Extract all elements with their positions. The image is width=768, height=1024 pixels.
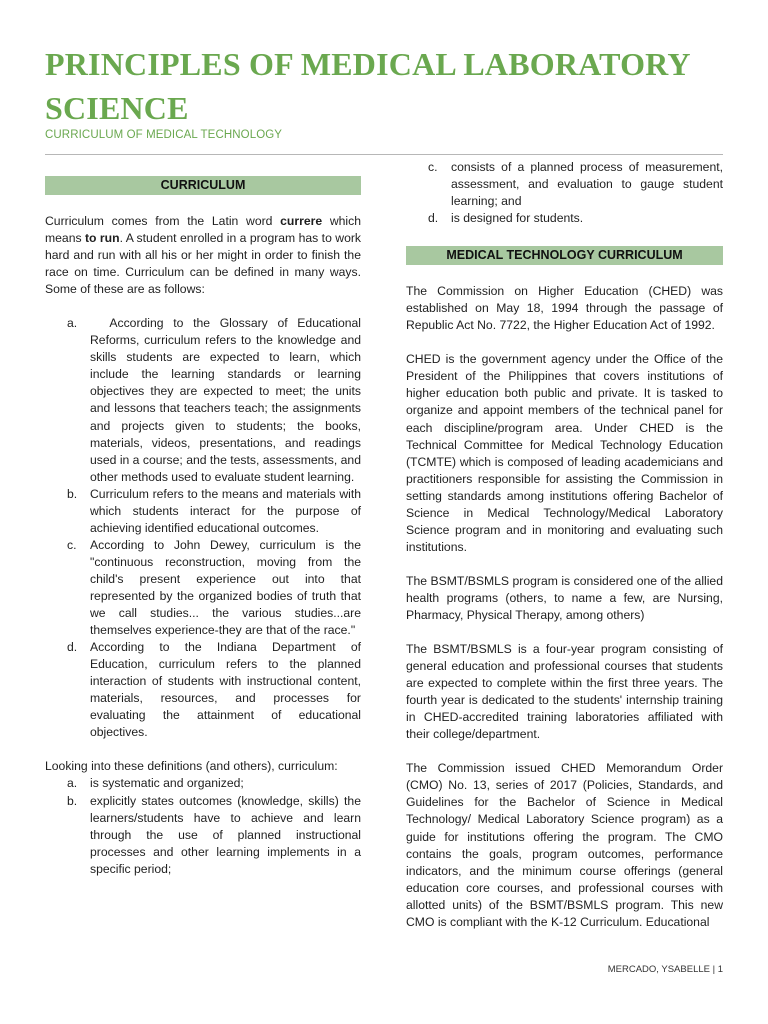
- definitions-list: [45, 315, 365, 741]
- intro-text-1: Curriculum comes from the Latin word: [45, 214, 281, 228]
- ched-role-paragraph: CHED is the government agency under the Office of the President of the Philippines that covers institutions of higher education both public and private. It is tasked to organize and appoint members of the technical panel for each discipline/program area. Under CHED is the Technical Committee for Medical Technology Education (TCMTE) which is composed of leading academicians and practitioners responsible for assisting the Commission in setting standards among institutions offering Bachelor of Science in Medical Technology/Medical Laboratory Science program and in monitoring and evaluating such institutions.: [406, 352, 723, 554]
- ched-establishment-paragraph: The Commission on Higher Education (CHED) was established on May 18, 1994 through the passage of Republic Act No. 7722, the Higher Education Act of 1992.: [406, 284, 723, 333]
- list-item: [45, 486, 361, 537]
- looking-into-text: Looking into these definitions (and others), curriculum:: [45, 759, 338, 774]
- intro-text-3: . A student enrolled in a program has to work hard and run with all his or her might in order to finish the race on time. Curriculum can be defined in many ways. Some of these are as follows:: [45, 231, 361, 297]
- list-item: [45, 537, 361, 639]
- program-structure-paragraph: The BSMT/BSMLS is a four-year program consisting of general education and professional courses that students are expected to complete within the first three years. The fourth year is dedicated to the students' internship training in CHED-accredited training laboratories affiliated with their college/department.: [406, 642, 723, 742]
- header-divider: [45, 154, 723, 155]
- intro-bold-to-run: to run: [85, 231, 120, 246]
- list-text: is designed for students.: [451, 211, 584, 226]
- list-marker: c.: [67, 537, 77, 552]
- list-item: [45, 315, 365, 485]
- intro-bold-currere: currere: [280, 214, 323, 228]
- list-item: [45, 793, 361, 878]
- intro-paragraph: [45, 213, 361, 298]
- list-marker: a.: [67, 316, 78, 331]
- cmo-paragraph: The Commission issued CHED Memorandum Order (CMO) No. 13, series of 2017 (Policies, Standards, and Guidelines for the Bachelor of Science in Medical Technology/ Medical Laboratory Science program) as a guide for institutions offering the program. The CMO contains the goals, program outcomes, performance indicators, and the minimum course offerings (general education core courses, and professional courses with allotted units) of the BSMT/BSMLS program. This new CMO is compliant with the K-12 Curriculum. Educational: [406, 761, 723, 929]
- traits-list: [45, 775, 361, 877]
- list-item: [406, 159, 723, 210]
- list-text: Curriculum refers to the means and materials with which students interact for the purpose of achieving identified educational outcomes.: [90, 486, 361, 535]
- page-title: PRINCIPLES OF MEDICAL LABORATORY SCIENCE: [45, 46, 690, 126]
- right-column: [406, 159, 723, 931]
- section-heading-medtech-curriculum: MEDICAL TECHNOLOGY CURRICULUM: [406, 246, 723, 265]
- left-column: [45, 176, 365, 878]
- allied-health-paragraph: The BSMT/BSMLS program is considered one of the allied health programs (others, to name a few, are Nursing, Pharmacy, Physical Therapy, among others): [406, 573, 723, 622]
- page-subtitle: CURRICULUM OF MEDICAL TECHNOLOGY: [45, 129, 283, 141]
- list-marker: d.: [428, 211, 439, 226]
- section-heading-curriculum: CURRICULUM: [45, 176, 361, 195]
- page-footer: MERCADO, YSABELLE | 1: [607, 964, 723, 975]
- list-text: According to the Glossary of Educational Reforms, curriculum refers to the knowledge and skills students are expected to learn, which include the learning standards or learning objectives they are expected to meet; the units and lessons that teachers teach; the assignments and projects given to students; the books, materials, videos, presentations, and readings used in a course; and the tests, assessments, and other methods used to evaluate student learning.: [90, 316, 365, 484]
- list-text: consists of a planned process of measurement, assessment, and evaluation to gauge student learning; and: [451, 160, 723, 209]
- list-marker: b.: [67, 486, 78, 501]
- list-item: [45, 639, 361, 741]
- list-marker: a.: [67, 776, 78, 791]
- list-item: [45, 775, 361, 792]
- list-marker: d.: [67, 640, 78, 655]
- list-marker: c.: [428, 160, 438, 174]
- list-marker: b.: [67, 793, 78, 808]
- list-item: [406, 210, 723, 227]
- list-text: is systematic and organized;: [90, 776, 244, 791]
- list-text: explicitly states outcomes (knowledge, skills) the learners/students have to achieve and learn through the use of planned instructional processes and other learning implements in a specific period;: [90, 793, 361, 876]
- traits-list-continued: [406, 159, 723, 227]
- intro-text-2: which means: [45, 214, 361, 246]
- list-text: According to the Indiana Department of Education, curriculum refers to the planned interaction of students with instructional content, materials, resources, and processes for evaluating the attainment of educational objectives.: [90, 640, 361, 740]
- list-text: According to John Dewey, curriculum is the "continuous reconstruction, moving from the child's present experience out into that represented by the organized bodies of truth that we call studies... the various studies...are themselves experience-they are that of the race.": [90, 537, 361, 638]
